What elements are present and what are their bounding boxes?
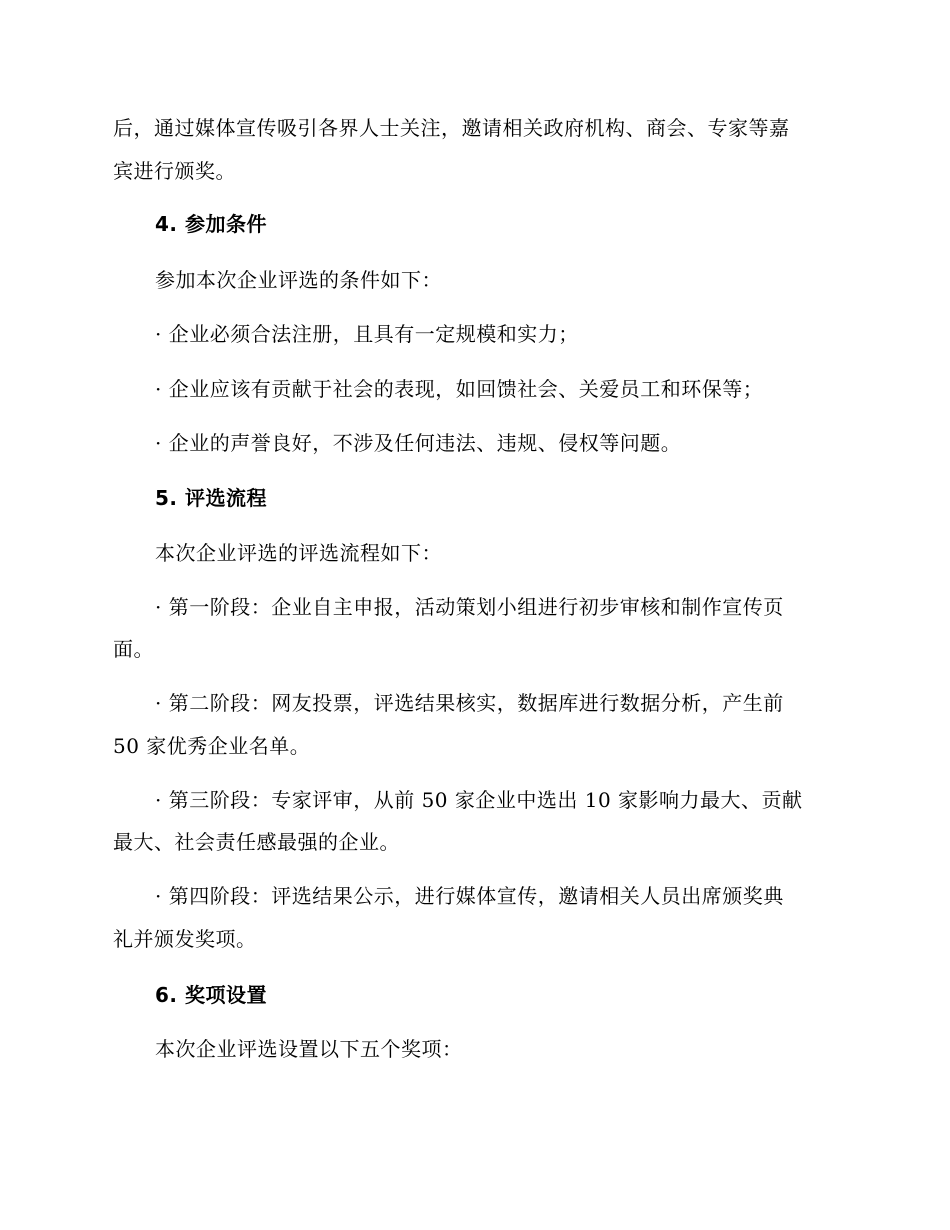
bullet-item-continuation: 50 家优秀企业名单。 <box>113 734 311 758</box>
paragraph-line: 本次企业评选的评选流程如下： <box>155 541 442 565</box>
section-heading-5: 5. 评选流程 <box>155 486 267 510</box>
section-heading-6: 6. 奖项设置 <box>155 983 267 1007</box>
section-heading-4: 4. 参加条件 <box>155 212 267 236</box>
bullet-item: · 第二阶段：网友投票，评选结果核实，数据库进行数据分析，产生前 <box>155 691 784 715</box>
bullet-item: · 第四阶段：评选结果公示，进行媒体宣传，邀请相关人员出席颁奖典 <box>155 884 784 908</box>
bullet-item-continuation: 最大、社会责任感最强的企业。 <box>113 830 400 854</box>
paragraph-line: 宾进行颁奖。 <box>113 159 236 183</box>
paragraph-line: 本次企业评选设置以下五个奖项： <box>155 1037 463 1061</box>
paragraph-line: 后，通过媒体宣传吸引各界人士关注，邀请相关政府机构、商会、专家等嘉 <box>113 116 790 140</box>
bullet-item: · 第一阶段：企业自主申报，活动策划小组进行初步审核和制作宣传页 <box>155 595 784 619</box>
bullet-item: · 第三阶段：专家评审，从前 50 家企业中选出 10 家影响力最大、贡献 <box>155 788 803 812</box>
bullet-item: · 企业必须合法注册，且具有一定规模和实力； <box>155 322 579 346</box>
paragraph-line: 参加本次企业评选的条件如下： <box>155 268 442 292</box>
bullet-item: · 企业的声誉良好，不涉及任何违法、违规、侵权等问题。 <box>155 431 682 455</box>
bullet-item-continuation: 面。 <box>113 637 154 661</box>
bullet-item: · 企业应该有贡献于社会的表现，如回馈社会、关爱员工和环保等； <box>155 377 764 401</box>
bullet-item-continuation: 礼并颁发奖项。 <box>113 927 257 951</box>
